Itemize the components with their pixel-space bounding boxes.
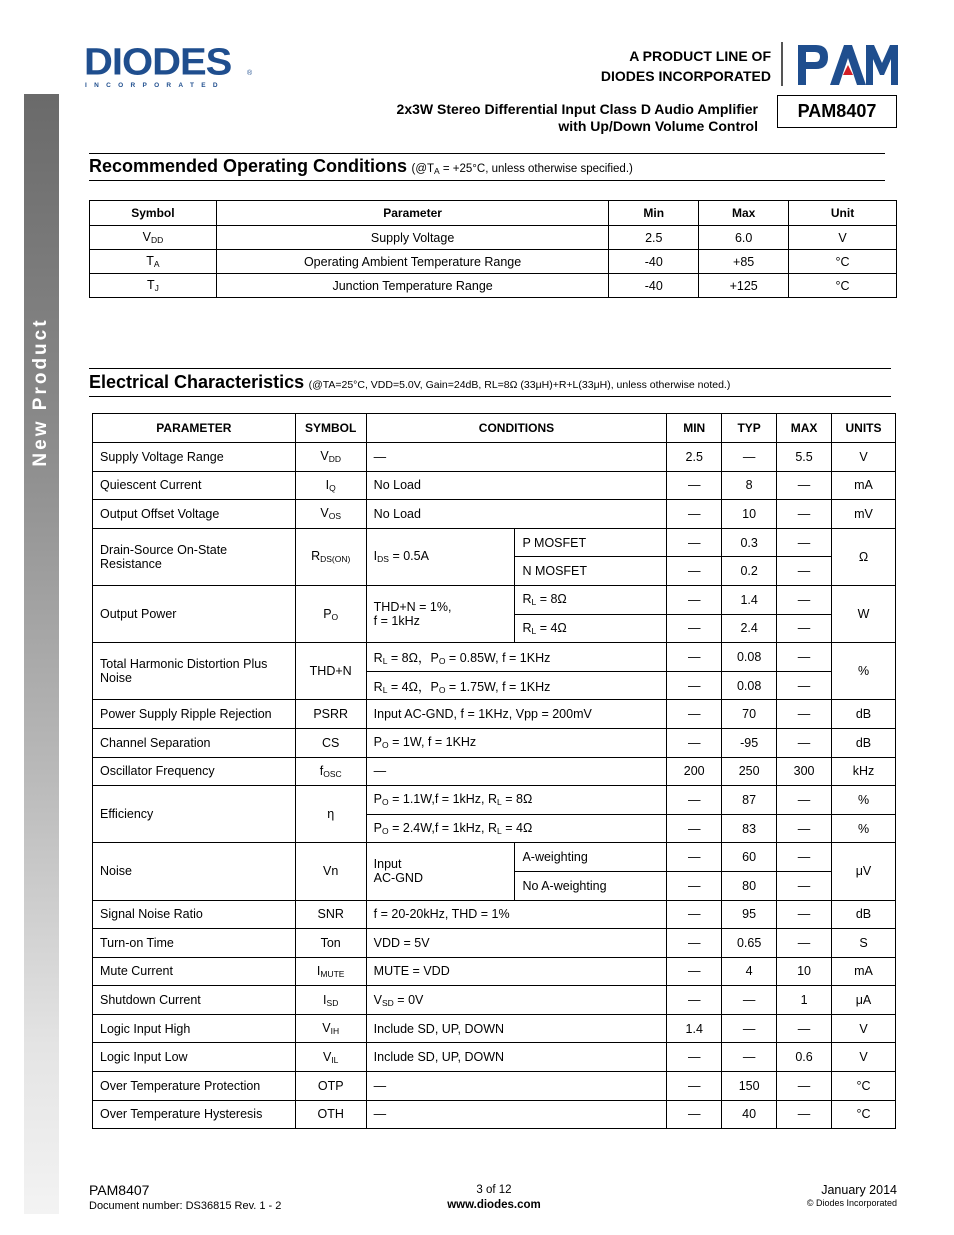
cell-conditions: $P_O = 1.1W,f = 1kHz$, $R_L = 8\Omega$ <box>366 786 667 815</box>
cell-max: 10 <box>777 957 832 986</box>
cell-typ: 0.08 <box>722 643 777 672</box>
cell-conditions: Include SD, UP, DOWN <box>366 1014 667 1043</box>
cell-conditions: — <box>366 1072 667 1101</box>
cell-typ: 8 <box>722 471 777 500</box>
cell-max: — <box>777 471 832 500</box>
cell-symbol: OTH <box>295 1100 366 1129</box>
footer-part-number: PAM8407 <box>89 1182 150 1198</box>
cell-max: — <box>777 871 832 900</box>
cell-subcondition: N MOSFET <box>515 557 667 586</box>
cell-unit: V <box>832 1043 896 1072</box>
logo-word: DIODES <box>84 41 232 83</box>
cell-unit: V <box>832 443 896 472</box>
cell-max: — <box>777 843 832 872</box>
table-row <box>93 700 896 729</box>
footer-left <box>89 1182 281 1212</box>
cell-conditions: Include SD, UP, DOWN <box>366 1043 667 1072</box>
table-row <box>93 1100 896 1129</box>
cell-parameter: Signal Noise Ratio <box>93 900 296 929</box>
document-subtitle <box>397 101 758 135</box>
cell-min: — <box>667 671 722 700</box>
cell-parameter: Operating Ambient Temperature Range <box>216 250 608 274</box>
cell-subcondition: $R_L = 4\Omega$ <box>515 614 667 643</box>
cell-parameter: Drain-Source On-State Resistance <box>93 528 296 585</box>
footer-copyright: © Diodes Incorporated <box>806 1198 897 1208</box>
cell-subcondition: P MOSFET <box>515 528 667 557</box>
table-header-row <box>93 414 896 443</box>
cell-typ: 250 <box>722 757 777 786</box>
cell-parameter: Turn-on Time <box>93 929 296 958</box>
cell-conditions: MUTE = VDD <box>366 957 667 986</box>
cell-typ: 70 <box>722 700 777 729</box>
cell-unit: μA <box>832 986 896 1015</box>
cell-typ: — <box>722 1014 777 1043</box>
table-row <box>93 1072 896 1101</box>
cell-typ: 0.65 <box>722 929 777 958</box>
col-parameter: Parameter <box>216 201 608 226</box>
cell-typ: 87 <box>722 786 777 815</box>
col-symbol: SYMBOL <box>295 414 366 443</box>
cell-parameter: Supply Voltage Range <box>93 443 296 472</box>
table-row <box>93 929 896 958</box>
cell-max: 6.0 <box>699 226 789 250</box>
cell-typ: 10 <box>722 500 777 529</box>
cell-max: — <box>777 786 832 815</box>
cell-unit: °C <box>832 1072 896 1101</box>
cell-subcondition: No A-weighting <box>515 871 667 900</box>
table-row <box>93 1043 896 1072</box>
cell-parameter: Supply Voltage <box>216 226 608 250</box>
col-max: Max <box>699 201 789 226</box>
cell-conditions: THD+N = 1%, f = 1kHz <box>366 585 515 642</box>
subtitle-line-1: 2x3W Stereo Differential Input Class D Audio Amplifier <box>396 101 758 117</box>
cell-max: +125 <box>699 274 789 298</box>
col-unit: Unit <box>789 201 897 226</box>
table-row <box>93 900 896 929</box>
cell-min: — <box>667 557 722 586</box>
cell-unit: % <box>832 643 896 700</box>
cell-min: — <box>667 986 722 1015</box>
footer-page-number: 3 of 12 <box>476 1184 512 1196</box>
col-symbol: Symbol <box>90 201 217 226</box>
cell-unit: mV <box>832 500 896 529</box>
pam-logo <box>794 41 898 85</box>
cell-symbol: PSRR <box>295 700 366 729</box>
cell-unit: °C <box>832 1100 896 1129</box>
col-units: UNITS <box>832 414 896 443</box>
product-line-2: DIODES INCORPORATED <box>600 68 771 84</box>
cell-typ: 80 <box>722 871 777 900</box>
table-header-row <box>90 201 897 226</box>
cell-subcondition: A-weighting <box>515 843 667 872</box>
cell-min: — <box>667 614 722 643</box>
cell-conditions: — <box>366 1100 667 1129</box>
cell-conditions: Input AC-GND <box>366 843 515 900</box>
ec-section-header <box>89 368 891 397</box>
cell-conditions: No Load <box>366 500 667 529</box>
table-row <box>90 274 897 298</box>
table-row <box>93 957 896 986</box>
cell-symbol: $V_{IL}$ <box>295 1043 366 1072</box>
diodes-logo <box>84 42 254 92</box>
cell-unit: dB <box>832 728 896 757</box>
table-row <box>93 757 896 786</box>
cell-conditions: f = 20-20kHz, THD = 1% <box>366 900 667 929</box>
cell-unit: % <box>832 814 896 843</box>
cell-min: 2.5 <box>609 226 699 250</box>
cell-max: 0.6 <box>777 1043 832 1072</box>
cell-parameter: Channel Separation <box>93 728 296 757</box>
cell-max: +85 <box>699 250 789 274</box>
ec-note: (@TA=25°C, VDD=5.0V, Gain=24dB, RL=8Ω (33μH)+R+L(33μH), unless otherwise noted.) <box>308 379 731 391</box>
cell-parameter: Oscillator Frequency <box>93 757 296 786</box>
cell-min: 1.4 <box>667 1014 722 1043</box>
cell-symbol: $V_{DD}$ <box>90 226 217 250</box>
col-typ: TYP <box>722 414 777 443</box>
cell-max: 300 <box>777 757 832 786</box>
cell-min: — <box>667 1072 722 1101</box>
cell-conditions: VDD = 5V <box>366 929 667 958</box>
cell-max: — <box>777 929 832 958</box>
cell-typ: 0.2 <box>722 557 777 586</box>
cell-conditions: $R_L = 8\Omega$，$P_O = 0.85W$, f = 1KHz <box>366 643 667 672</box>
footer-right <box>807 1183 897 1208</box>
cell-symbol: THD+N <box>295 643 366 700</box>
cell-min: 2.5 <box>667 443 722 472</box>
cell-unit: S <box>832 929 896 958</box>
cell-parameter: Quiescent Current <box>93 471 296 500</box>
cell-symbol: $I_Q$ <box>295 471 366 500</box>
cell-parameter: Over Temperature Hysteresis <box>93 1100 296 1129</box>
new-product-label: New Product <box>30 317 51 467</box>
cell-symbol: OTP <box>295 1072 366 1101</box>
footer-document-number: Document number: DS36815 Rev. 1 - 2 <box>89 1200 282 1212</box>
cell-max: — <box>777 1072 832 1101</box>
roc-table <box>89 200 897 298</box>
cell-symbol: Vn <box>295 843 366 900</box>
cell-max: — <box>777 671 832 700</box>
cell-symbol: Ton <box>295 929 366 958</box>
cell-parameter: Output Offset Voltage <box>93 500 296 529</box>
cell-parameter: Power Supply Ripple Rejection <box>93 700 296 729</box>
cell-min: — <box>667 900 722 929</box>
product-line-1: A PRODUCT LINE OF <box>629 48 771 64</box>
cell-typ: 95 <box>722 900 777 929</box>
cell-unit: dB <box>832 900 896 929</box>
cell-min: — <box>667 1100 722 1129</box>
col-conditions: CONDITIONS <box>366 414 667 443</box>
cell-max: — <box>777 700 832 729</box>
cell-min: — <box>667 814 722 843</box>
cell-min: — <box>667 528 722 557</box>
cell-unit: V <box>789 226 897 250</box>
cell-max: — <box>777 500 832 529</box>
cell-min: — <box>667 585 722 614</box>
cell-typ: — <box>722 443 777 472</box>
cell-symbol: $I_{MUTE}$ <box>295 957 366 986</box>
cell-min: 200 <box>667 757 722 786</box>
cell-min: — <box>667 700 722 729</box>
cell-min: — <box>667 643 722 672</box>
cell-conditions: $P_O = 1W$, f = 1KHz <box>366 728 667 757</box>
table-row <box>93 528 896 557</box>
cell-parameter: Mute Current <box>93 957 296 986</box>
cell-typ: 0.3 <box>722 528 777 557</box>
cell-symbol: $I_{SD}$ <box>295 986 366 1015</box>
cell-parameter: Total Harmonic Distortion Plus Noise <box>93 643 296 700</box>
cell-typ: 150 <box>722 1072 777 1101</box>
cell-symbol: $R_{DS(ON)}$ <box>295 528 366 585</box>
cell-parameter: Logic Input Low <box>93 1043 296 1072</box>
cell-typ: — <box>722 986 777 1015</box>
table-row <box>93 1014 896 1043</box>
roc-section-header <box>89 153 885 181</box>
col-parameter: PARAMETER <box>93 414 296 443</box>
cell-typ: 1.4 <box>722 585 777 614</box>
cell-max: — <box>777 728 832 757</box>
cell-min: — <box>667 843 722 872</box>
table-row <box>93 585 896 614</box>
footer-date: January 2014 <box>821 1183 897 1197</box>
cell-symbol: $V_{OS}$ <box>295 500 366 529</box>
cell-max: — <box>777 614 832 643</box>
roc-note: ($@T_A = +25^\circ C$, unless otherwise specified.) <box>411 163 633 176</box>
cell-unit: V <box>832 1014 896 1043</box>
cell-symbol: $V_{DD}$ <box>295 443 366 472</box>
product-line <box>601 46 771 86</box>
registered-mark: ® <box>247 70 253 77</box>
cell-conditions: No Load <box>366 471 667 500</box>
cell-symbol: CS <box>295 728 366 757</box>
cell-parameter: Over Temperature Protection <box>93 1072 296 1101</box>
cell-typ: 0.08 <box>722 671 777 700</box>
cell-conditions: Input AC-GND, f = 1KHz, Vpp = 200mV <box>366 700 667 729</box>
cell-symbol: $T_J$ <box>90 274 217 298</box>
logo-subtext: INCORPORATED <box>85 82 225 89</box>
cell-unit: μV <box>832 843 896 900</box>
part-number-box: PAM8407 <box>777 95 897 128</box>
cell-unit: W <box>832 585 896 642</box>
cell-parameter: Logic Input High <box>93 1014 296 1043</box>
cell-min: -40 <box>609 274 699 298</box>
cell-min: — <box>667 1043 722 1072</box>
cell-unit: °C <box>789 274 897 298</box>
cell-conditions: — <box>366 757 667 786</box>
cell-max: — <box>777 900 832 929</box>
roc-title: Recommended Operating Conditions <box>89 156 408 176</box>
table-row <box>93 786 896 815</box>
cell-unit: % <box>832 786 896 815</box>
cell-symbol: $P_O$ <box>295 585 366 642</box>
cell-parameter: Shutdown Current <box>93 986 296 1015</box>
cell-max: — <box>777 528 832 557</box>
cell-min: — <box>667 500 722 529</box>
cell-conditions: $V_{SD} = 0V$ <box>366 986 667 1015</box>
cell-max: — <box>777 1014 832 1043</box>
cell-max: — <box>777 1100 832 1129</box>
cell-symbol: η <box>295 786 366 843</box>
cell-max: 5.5 <box>777 443 832 472</box>
header-divider <box>781 42 783 86</box>
cell-unit: °C <box>789 250 897 274</box>
cell-max: 1 <box>777 986 832 1015</box>
cell-max: — <box>777 557 832 586</box>
subtitle-line-2: with Up/Down Volume Control <box>558 118 758 134</box>
cell-typ: 60 <box>722 843 777 872</box>
table-row <box>93 443 896 472</box>
cell-max: — <box>777 585 832 614</box>
col-min: Min <box>609 201 699 226</box>
cell-min: — <box>667 957 722 986</box>
cell-unit: kHz <box>832 757 896 786</box>
cell-typ: 40 <box>722 1100 777 1129</box>
side-band <box>24 94 59 1214</box>
cell-symbol: SNR <box>295 900 366 929</box>
cell-min: — <box>667 728 722 757</box>
cell-max: — <box>777 643 832 672</box>
cell-parameter: Noise <box>93 843 296 900</box>
cell-typ: -95 <box>722 728 777 757</box>
col-max: MAX <box>777 414 832 443</box>
table-row <box>93 843 896 872</box>
table-row <box>90 226 897 250</box>
footer-url-link[interactable]: www.diodes.com <box>447 1199 541 1211</box>
table-row <box>93 471 896 500</box>
cell-symbol: $V_{IH}$ <box>295 1014 366 1043</box>
cell-symbol: $f_{OSC}$ <box>295 757 366 786</box>
cell-max: — <box>777 814 832 843</box>
cell-unit: Ω <box>832 528 896 585</box>
cell-unit: mA <box>832 471 896 500</box>
footer-center <box>394 1183 594 1213</box>
cell-conditions: — <box>366 443 667 472</box>
col-min: MIN <box>667 414 722 443</box>
cell-min: — <box>667 929 722 958</box>
ec-title: Electrical Characteristics <box>89 372 305 392</box>
cell-parameter: Output Power <box>93 585 296 642</box>
cell-unit: mA <box>832 957 896 986</box>
cell-symbol: $T_A$ <box>90 250 217 274</box>
cell-conditions: $I_{DS} = 0.5A$ <box>366 528 515 585</box>
cell-min: — <box>667 786 722 815</box>
table-row <box>93 500 896 529</box>
table-row <box>90 250 897 274</box>
cell-subcondition: $R_L = 8\Omega$ <box>515 585 667 614</box>
cell-conditions: $P_O = 2.4W,f = 1kHz$, $R_L = 4\Omega$ <box>366 814 667 843</box>
table-row <box>93 986 896 1015</box>
table-row <box>93 728 896 757</box>
cell-unit: dB <box>832 700 896 729</box>
cell-min: -40 <box>609 250 699 274</box>
cell-typ: 4 <box>722 957 777 986</box>
cell-typ: 2.4 <box>722 614 777 643</box>
cell-min: — <box>667 471 722 500</box>
cell-parameter: Junction Temperature Range <box>216 274 608 298</box>
ec-table <box>92 413 896 1129</box>
cell-typ: — <box>722 1043 777 1072</box>
cell-conditions: $R_L = 4\Omega$，$P_O = 1.75W$, f = 1KHz <box>366 671 667 700</box>
cell-parameter: Efficiency <box>93 786 296 843</box>
cell-min: — <box>667 871 722 900</box>
cell-typ: 83 <box>722 814 777 843</box>
table-row <box>93 643 896 672</box>
